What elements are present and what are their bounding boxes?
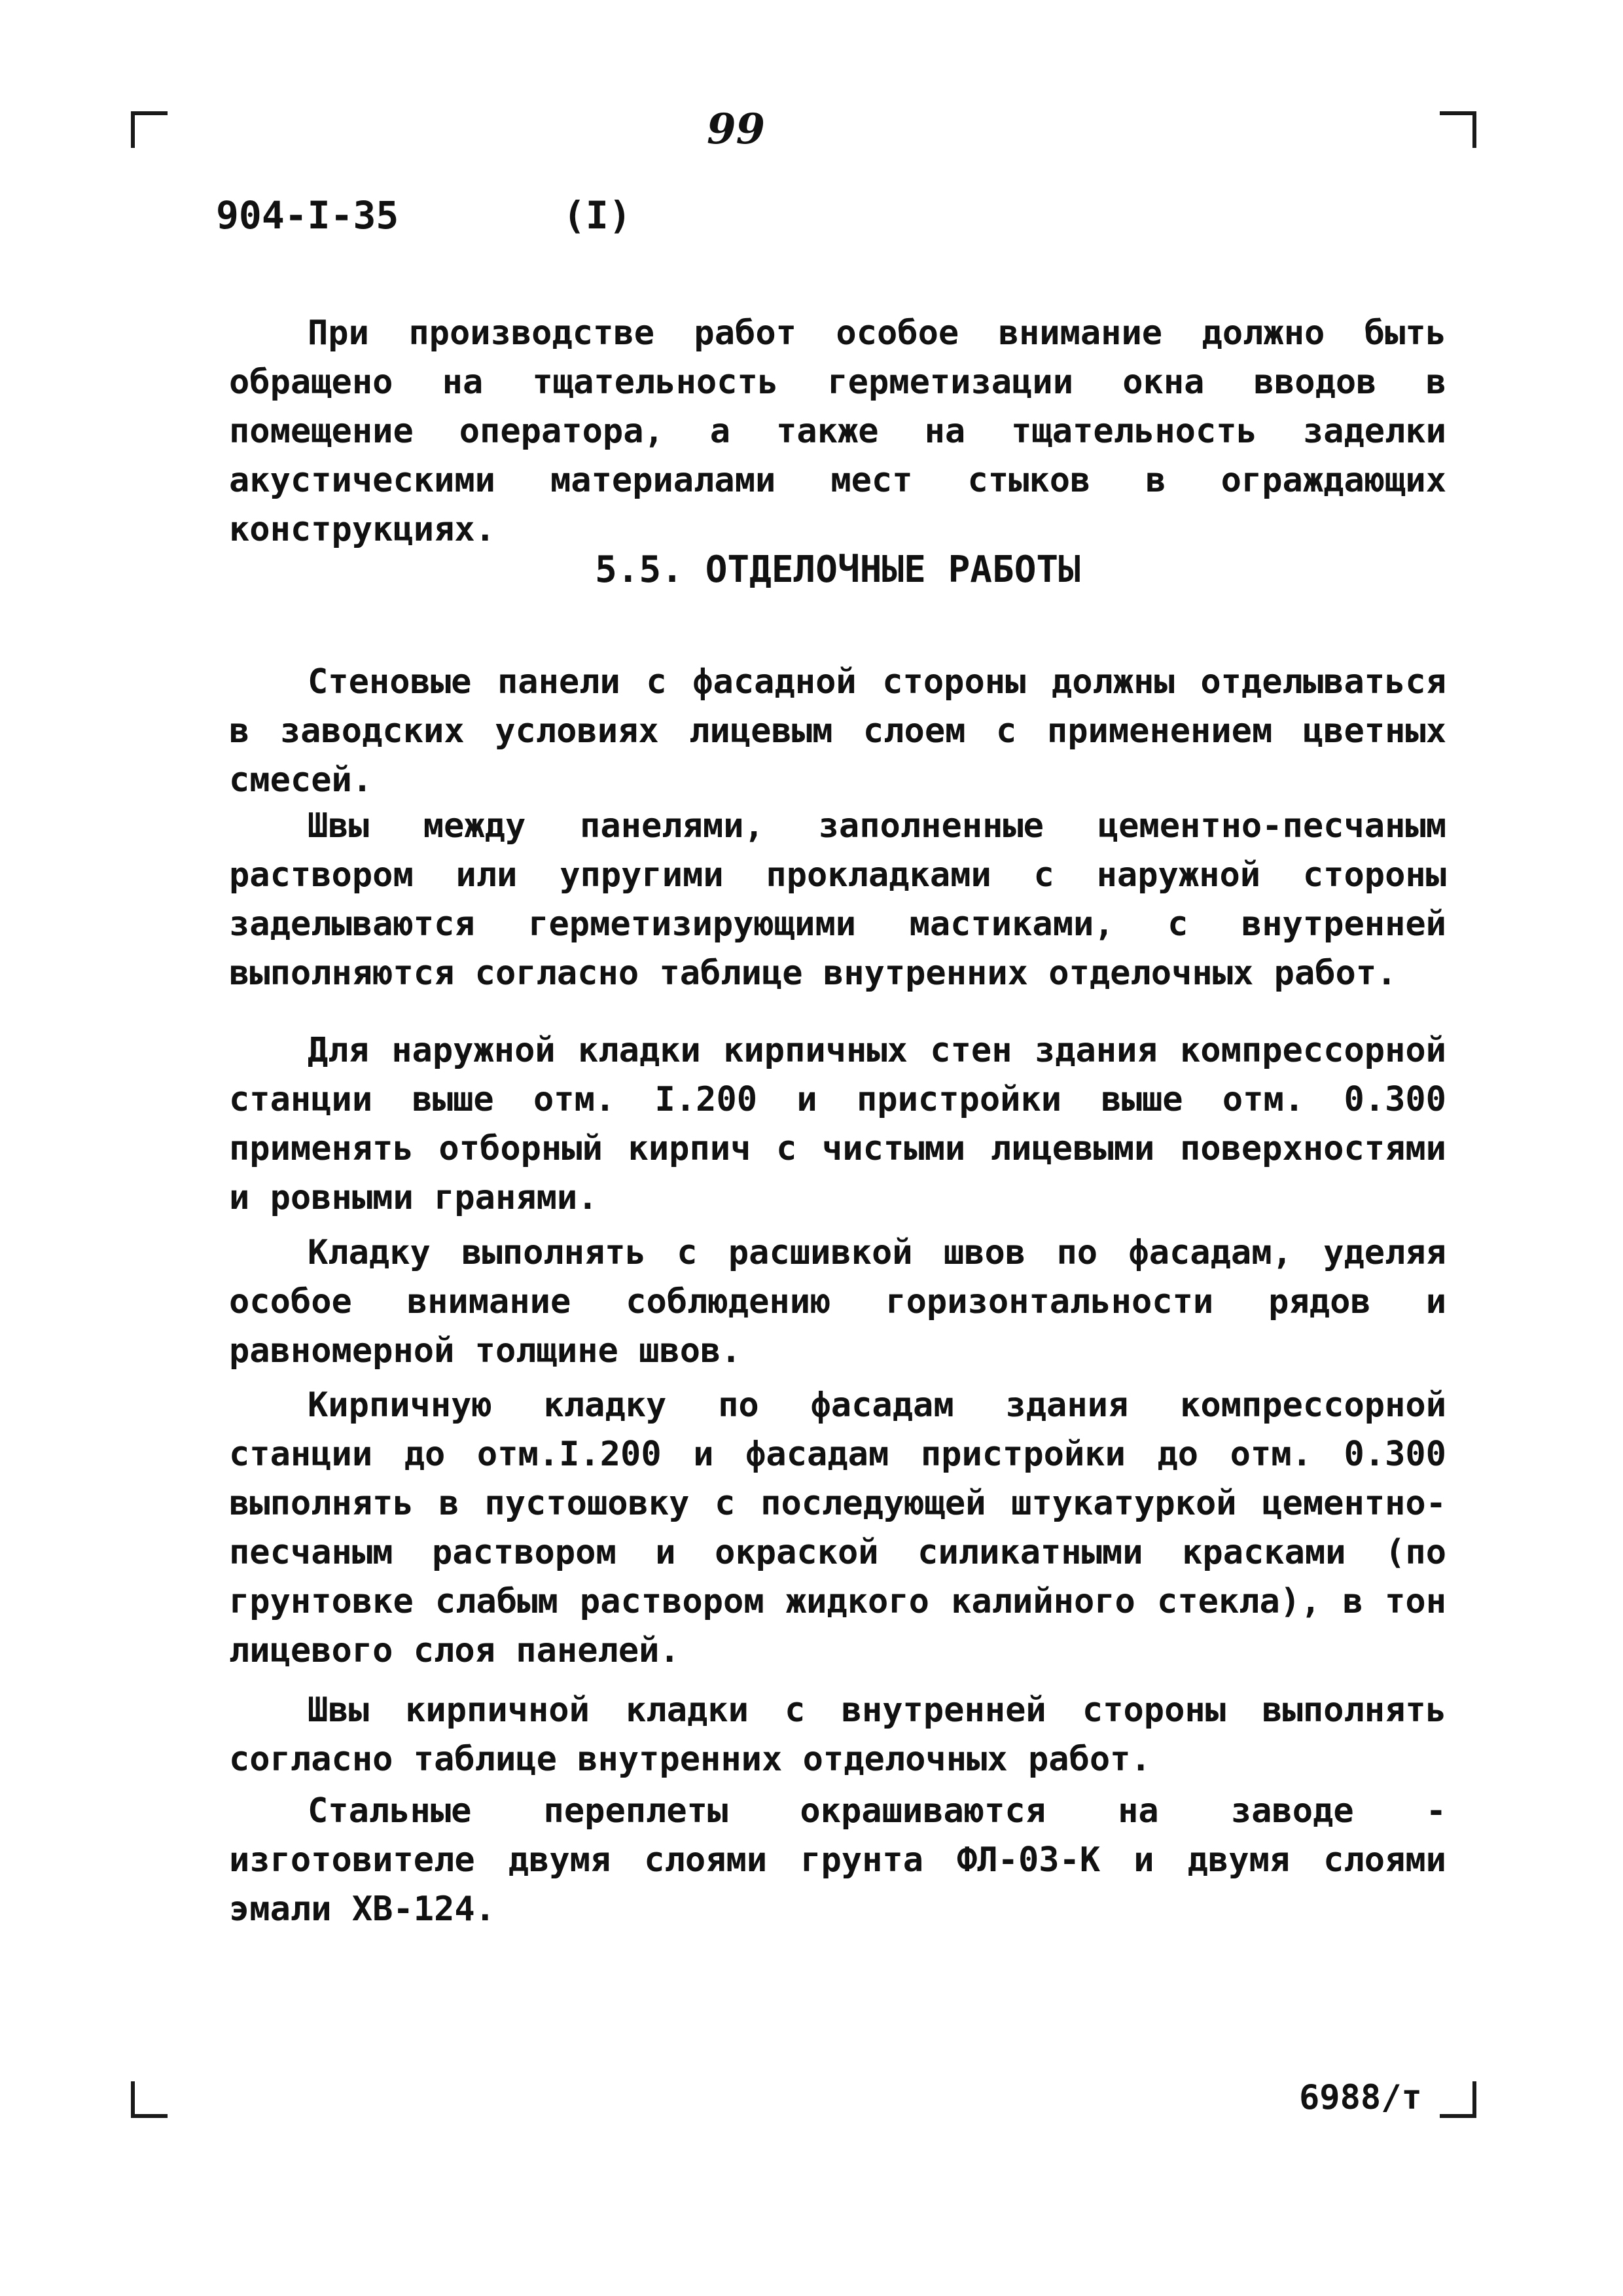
paragraph-panel-joints: Швы между панелями, заполненные цементно-песчаным раствором или упругими прокладками с наружной стороны заделываются герметизирующими мастиками, с внутренней выполняются согласно таблице внутренних отделочных работ. — [229, 806, 1446, 993]
section-heading: 5.5. ОТДЕЛОЧНЫЕ РАБОТЫ — [595, 548, 1080, 591]
paragraph-plaster-finish: Кирпичную кладку по фасадам здания компрессорной станции до отм.I.200 и фасадам пристройки до отм. 0.300 выполнять в пустошовку с последующей штукатуркой цементно-песчаным раствором и окраской силикатными красками (по грунтовке слабым раствором жидкого калийного стекла), в тон лицевого слоя панелей. — [229, 1386, 1446, 1670]
paragraph-internal-joints: Швы кирпичной кладки с внутренней стороны выполнять согласно таблице внутренних отделочных работ. — [229, 1691, 1446, 1779]
document-code: 904-I-35 — [216, 193, 399, 238]
page-number: 99 — [707, 105, 766, 154]
paragraph-masonry-pointing: Кладку выполнять с расшивкой швов по фасадам, уделяя особое внимание соблюдению горизонтальности рядов и равномерной толщине швов. — [229, 1233, 1446, 1371]
corner-mark-bottom-right — [1440, 2081, 1476, 2118]
paragraph-sealing: При производстве работ особое внимание должно быть обращено на тщательность герметизации окна вводов в помещение оператора, а также на тщательность заделки акустическими материалами мест стыков в ограждающих конструкциях. — [229, 314, 1446, 549]
corner-mark-bottom-left — [131, 2081, 168, 2118]
paragraph-wall-panels: Стеновые панели с фасадной стороны должны отделываться в заводских условиях лицевым слоем с применением цветных смесей. — [229, 662, 1446, 800]
corner-mark-top-left — [131, 111, 168, 148]
paragraph-steel-frames: Стальные переплеты окрашиваются на заводе - изготовителе двумя слоями грунта ФЛ-03-К и двумя слоями эмали ХВ-124. — [229, 1791, 1446, 1929]
document-part: (I) — [563, 193, 632, 238]
paragraph-brick-selection: Для наружной кладки кирпичных стен здания компрессорной станции выше отм. I.200 и пристройки выше отм. 0.300 применять отборный кирпич с чистыми лицевыми поверхностями и ровными гранями. — [229, 1031, 1446, 1217]
corner-mark-top-right — [1440, 111, 1476, 148]
sheet-number: 6988/т — [1299, 2078, 1422, 2117]
